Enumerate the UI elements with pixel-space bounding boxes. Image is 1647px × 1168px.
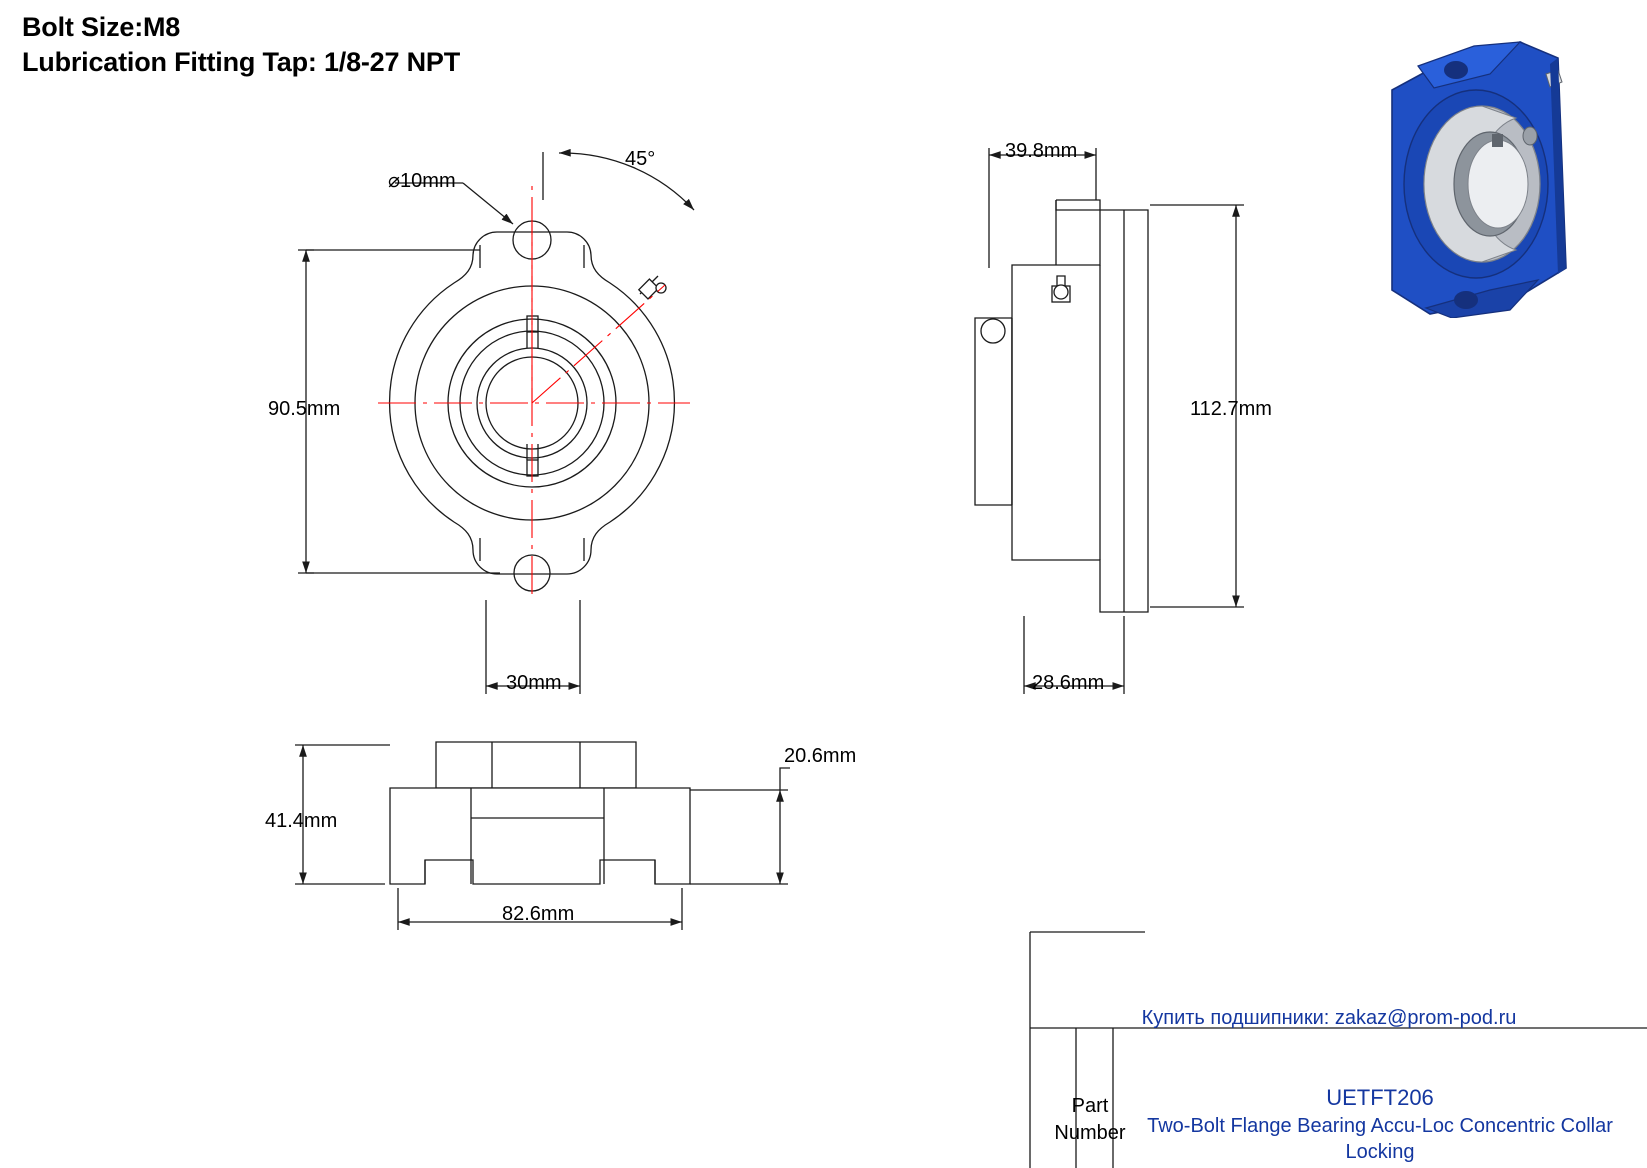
dim-text-side-base-width: 28.6mm <box>1032 672 1105 694</box>
note-lubrication-fitting: Lubrication Fitting Tap: 1/8-27 NPT <box>22 46 461 77</box>
note-bolt-size: Bolt Size:M8 <box>22 12 181 42</box>
bottom-view <box>390 742 690 884</box>
dim-text-bolt-spacing: 30mm <box>506 672 562 694</box>
part-description: Two-Bolt Flange Bearing Accu-Loc Concentric Collar Locking <box>1147 1115 1613 1163</box>
dim-text-side-top-width: 39.8mm <box>1005 140 1078 162</box>
part-number-value: UETFT206 <box>1326 1085 1434 1110</box>
dim-text-angle: 45° <box>625 148 656 170</box>
title-block <box>1030 985 1628 1163</box>
side-view <box>975 200 1148 612</box>
dim-angle-45 <box>543 152 694 210</box>
dim-text-bottom-height: 41.4mm <box>265 810 338 832</box>
part-number-label: Part Number <box>1054 1095 1126 1144</box>
bearing-3d-render <box>1370 28 1620 318</box>
purchase-contact-note: Купить подшипники: zakaz@prom-pod.ru <box>1141 1007 1517 1029</box>
dim-text-flange-thickness: 20.6mm <box>784 745 857 767</box>
bearing-3d-render-icon <box>1370 28 1620 318</box>
dim-text-side-total-height: 112.7mm <box>1190 398 1272 420</box>
dim-text-front-height: 90.5mm <box>268 398 341 420</box>
dim-text-bottom-width: 82.6mm <box>502 903 575 925</box>
dim-side-top-width <box>989 148 1096 268</box>
dim-text-bolt-hole-dia: ⌀10mm <box>388 170 456 192</box>
dim-bottom-flange-thickness <box>690 768 790 884</box>
